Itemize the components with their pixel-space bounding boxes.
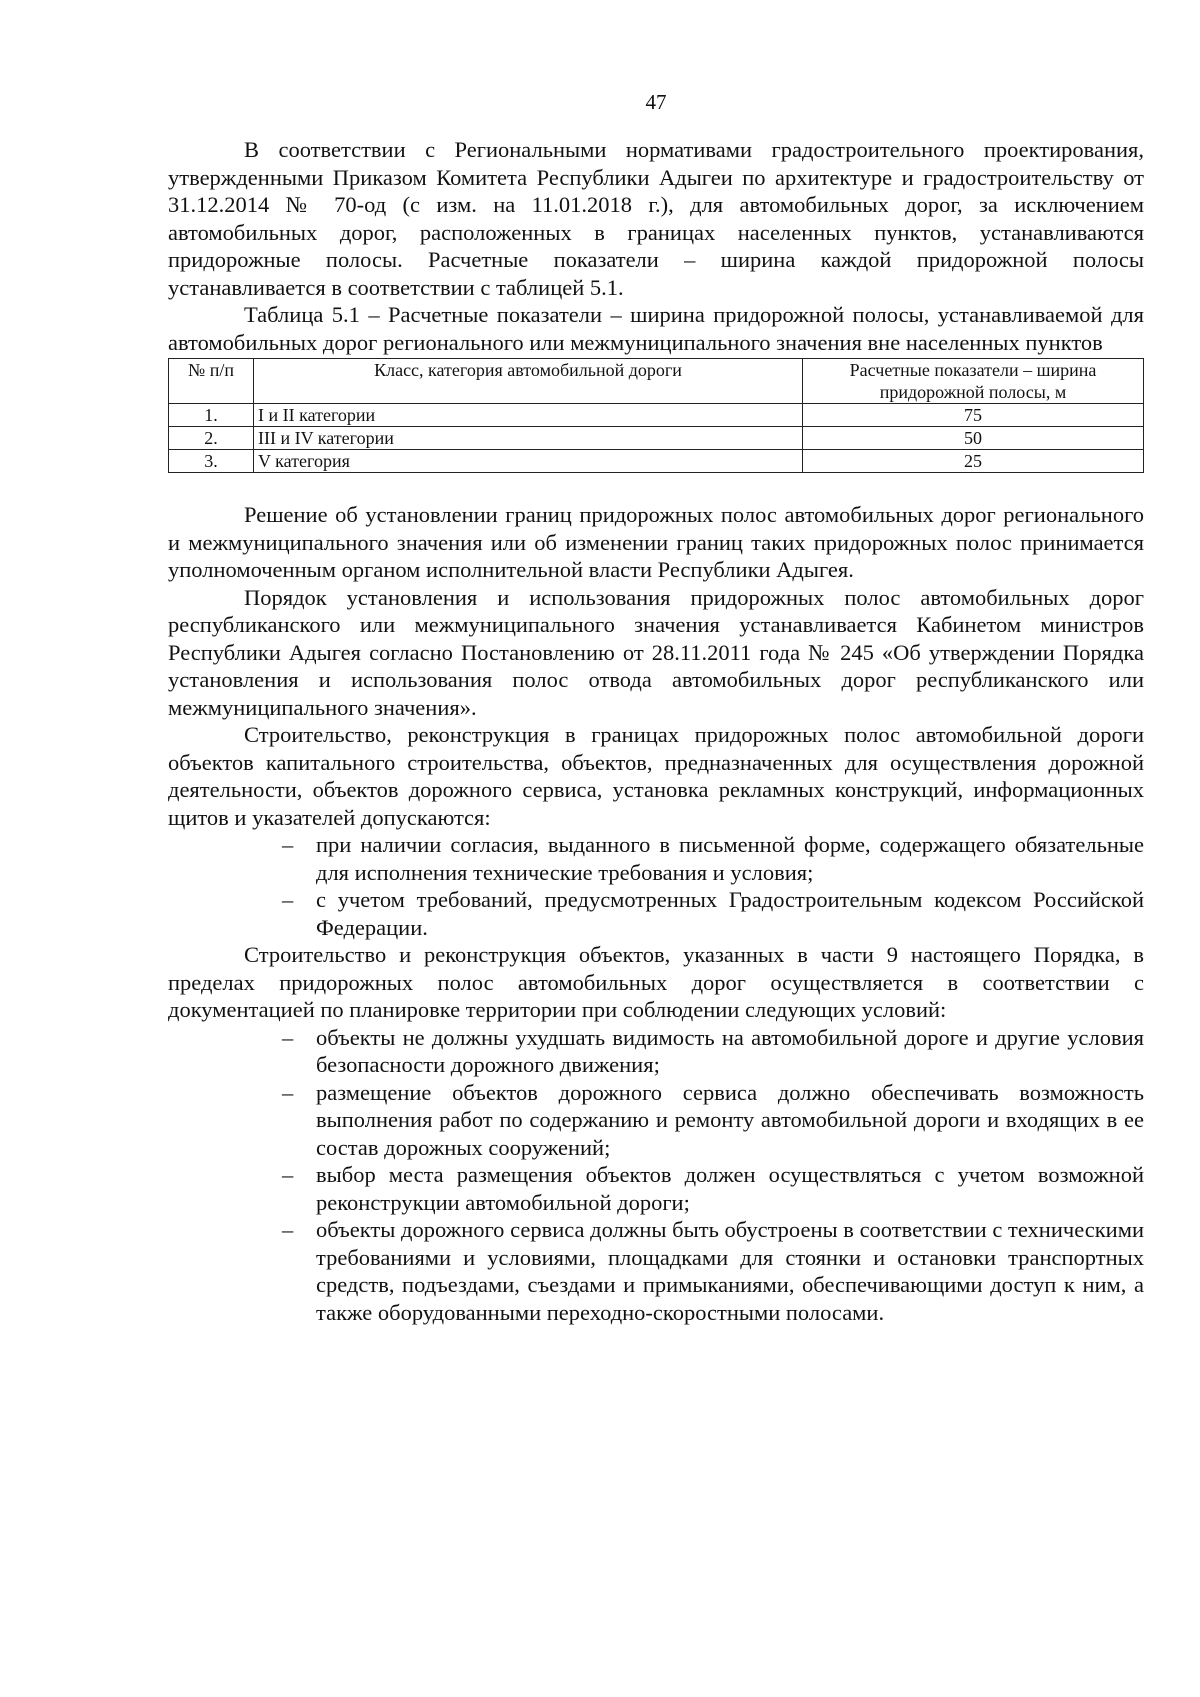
header-number: № п/п (169, 359, 254, 404)
row-width: 75 (803, 404, 1144, 427)
row-category: I и II категории (254, 404, 803, 427)
paragraph-construction-permitted: Строительство, реконструкция в границах придорожных полос автомобильной дороги объектов капитального строительства, объектов, предназначенных для осуществления дорожной деятельности, объектов дорожного сервиса, установка рекламных конструкций, информационных щитов и указателей допускаются: (168, 722, 1144, 830)
list-item: – с учетом требований, предусмотренных Градостроительным кодексом Российской Федерации. (316, 886, 1144, 941)
table-row (169, 427, 1144, 450)
roadside-strip-table (168, 358, 1144, 473)
row-category: III и IV категории (254, 427, 803, 450)
paragraph-procedure: Порядок установления и использования придорожных полос автомобильных дорог республиканского или межмуниципального значения устанавливается Кабинетом министров Республики Адыгея согласно Постановлению от 28.11.2011 года № 245 «Об утверждении Порядка установления и использования полос отвода автомобильных дорог республиканского или межмуниципального значения». (168, 584, 1144, 720)
header-width: Расчетные показатели – ширина придорожной полосы, м (803, 359, 1144, 404)
row-number: 3. (169, 450, 254, 473)
list-item: – выбор места размещения объектов должен осуществляться с учетом возможной реконструкции автомобильной дороги; (316, 1161, 1144, 1216)
row-width: 50 (803, 427, 1144, 450)
header-category: Класс, категория автомобильной дороги (254, 359, 803, 404)
row-width: 25 (803, 450, 1144, 473)
list-item: – объекты дорожного сервиса должны быть обустроены в соответствии с техническими требованиями и условиями, площадками для стоянки и остановки транспортных средств, подъездами, съездами и примыканиями, обеспечивающими доступ к ним, а также оборудованными переходно-скоростными полосами. (316, 1216, 1144, 1326)
row-number: 1. (169, 404, 254, 427)
paragraph-regulations: В соответствии с Региональными нормативами градостроительного проектирования, утвержденными Приказом Комитета Республики Адыгеи по архитектуре и градостроительству от 31.12.2014 № 70-од (с изм. на 11.01.2018 г.), для автомобильных дорог, за исключением автомобильных дорог, расположенных в границах населенных пунктов, устанавливаются придорожные полосы. Расчетные показатели – ширина каждой придорожной полосы устанавливается в соответствии с таблицей 5.1. (168, 137, 1144, 300)
table-caption: Таблица 5.1 – Расчетные показатели – ширина придорожной полосы, устанавливаемой для автомобильных дорог регионального или межмуниципального значения вне населенных пунктов (168, 302, 1144, 355)
list-item: – размещение объектов дорожного сервиса должно обеспечивать возможность выполнения работ по содержанию и ремонту автомобильной дороги и входящих в ее состав дорожных сооружений; (316, 1079, 1144, 1162)
table-row (169, 450, 1144, 473)
list-item: – при наличии согласия, выданного в письменной форме, содержащего обязательные для исполнения технические требования и условия; (316, 831, 1144, 886)
table-row (169, 404, 1144, 427)
page-number: 47 (645, 90, 667, 114)
conditions-list-2 (168, 1024, 1144, 1327)
table-header-row (169, 359, 1144, 404)
conditions-list-1 (168, 831, 1144, 941)
document-body (168, 136, 1144, 1326)
paragraph-construction-conditions: Строительство и реконструкция объектов, указанных в части 9 настоящего Порядка, в пределах придорожных полос автомобильных дорог осуществляется в соответствии с документацией по планировке территории при соблюдении следующих условий: (168, 942, 1144, 1022)
row-number: 2. (169, 427, 254, 450)
row-category: V категория (254, 450, 803, 473)
list-item: – объекты не должны ухудшать видимость на автомобильной дороге и другие условия безопасности дорожного движения; (316, 1024, 1144, 1079)
paragraph-boundaries-decision: Решение об установлении границ придорожных полос автомобильных дорог регионального и межмуниципального значения или об изменении границ таких придорожных полос принимается уполномоченным органом исполнительной власти Республики Адыгея. (168, 502, 1144, 582)
